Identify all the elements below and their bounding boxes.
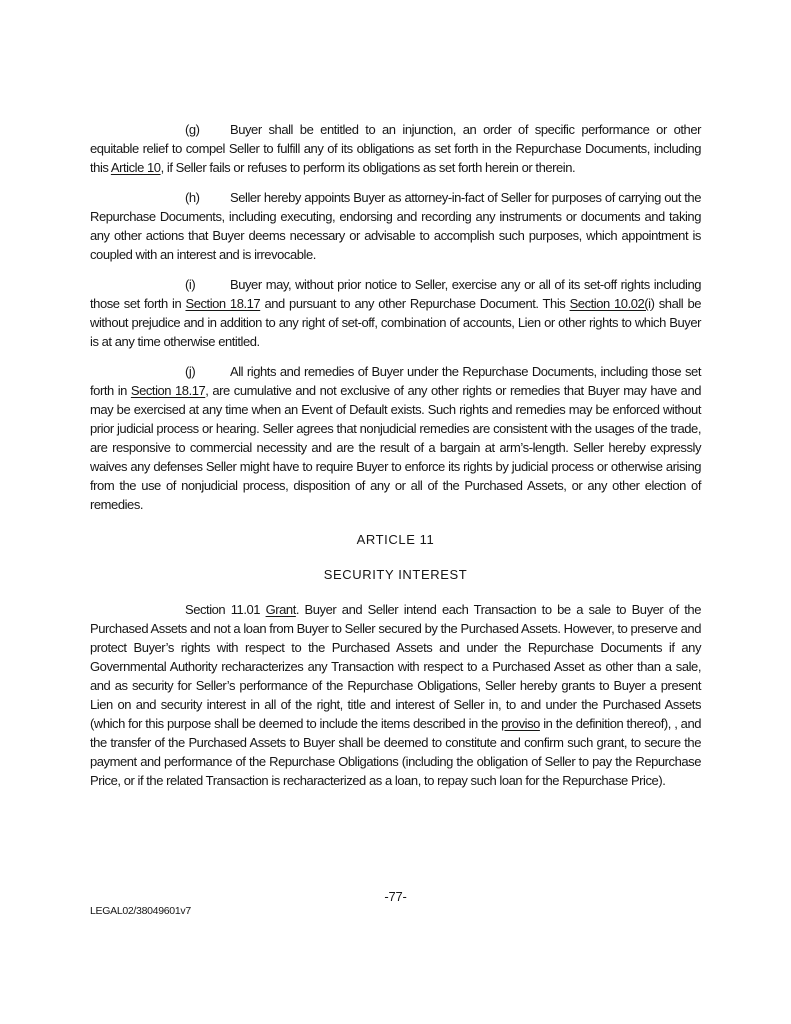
paragraph-h-label: (h) [185,190,200,205]
paragraph-h [90,188,701,264]
paragraph-g-text: Buyer shall be entitled to an injunction, an order of specific performance or other equitable relief to compel Seller to fulfill any of its obligations as set forth in the Repurchase Documents, including this Article 10, if Seller fails or refuses to perform its obligations as set forth herein or therein. [90,122,701,175]
paragraph-g [90,120,701,177]
paragraph-i [90,275,701,351]
paragraph-j-text: All rights and remedies of Buyer under the Repurchase Documents, including those set forth in Section 18.17, are cumulative and not exclusive of any other rights or remedies that Buyer may have and may be exercised at any time when an Event of Default exists. Such rights and remedies may be enforced without prior judicial process or hearing. Seller agrees that nonjudicial remedies are consistent with the usages of the trade, are responsive to commercial necessity and are the result of a bargain at arm’s-length. Seller hereby expressly waives any defenses Seller might have to require Buyer to enforce its rights by judicial process or otherwise arising from the use of nonjudicial process, disposition of any or all of the Purchased Assets, or any other election of remedies. [90,364,702,512]
article-heading: ARTICLE 11 [356,532,435,547]
paragraph-j [90,362,701,514]
page-number: -77- [384,889,407,904]
paragraph-j-label: (j) [185,364,196,379]
paragraph-section-11-01 [90,600,701,790]
document-body [90,120,701,801]
paragraph-g-label: (g) [185,122,200,137]
paragraph-i-label: (i) [185,277,196,292]
paragraph-section-11-01-text: Section 11.01 Grant. Buyer and Seller intend each Transaction to be a sale to Buyer of the Purchased Assets and not a loan from Buyer to Seller secured by the Purchased Assets. However, to preserve and protect Buyer’s rights with respect to the Purchased Assets and under the Repurchase Documents if any Governmental Authority recharacterizes any Transaction with respect to a Purchased Asset as other than a sale, and as security for Seller’s performance of the Repurchase Obligations, Seller hereby grants to Buyer a present Lien on and security interest in all of the right, title and interest of Seller in, to and under the Purchased Assets (which for this purpose shall be deemed to include the items described in the proviso in the definition thereof), , and the transfer of the Purchased Assets to Buyer shall be deemed to constitute and confirm such grant, to secure the payment and performance of the Repurchase Obligations (including the obligation of Seller to pay the Repurchase Price, or if the related Transaction is recharacterized as a loan, to repay such loan for the Repurchase Price). [90,602,701,788]
security-interest-heading: SECURITY INTEREST [323,567,468,582]
paragraph-h-text: Seller hereby appoints Buyer as attorney-in-fact of Seller for purposes of carrying out the Repurchase Documents, including executing, endorsing and recording any instruments or documents and taking any other actions that Buyer deems necessary or advisable to accomplish such purposes, which appointment is coupled with an interest and is irrevocable. [90,190,701,262]
document-id-footer: LEGAL02/38049601v7 [90,905,191,917]
paragraph-i-text: Buyer may, without prior notice to Seller, exercise any or all of its set-off rights including those set forth in Section 18.17 and pursuant to any other Repurchase Document. This Section 10.02(i) shall be without prejudice and in addition to any right of set-off, combination of accounts, Lien or other rights to which Buyer is at any time otherwise entitled. [90,277,702,349]
